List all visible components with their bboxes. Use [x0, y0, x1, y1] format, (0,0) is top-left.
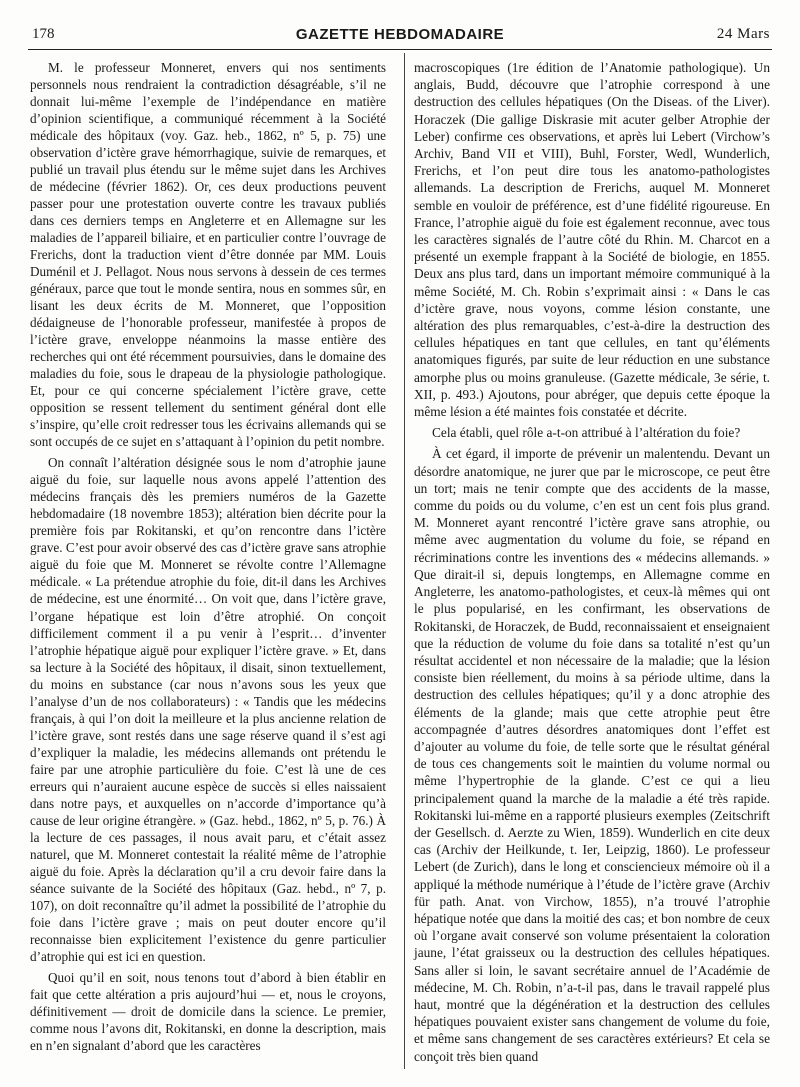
issue-date: 24 Mars: [716, 26, 770, 42]
right-column: [414, 59, 770, 1065]
paragraph-atrophie-jaune: On connaît l’altération désignée sous le nom d’atrophie jaune aiguë du foie, sur laquelle nous avons appelé l’attention des médecins français dès les premiers numéros de la Gazette hebdomadaire (18 novembre 1853); altération bien décrite pour la première fois par Rokitanski, et qu’on rencontre dans l’ictère grave. C’est pour avoir observé des cas d’ictère grave sans atrophie aiguë du foie que M. Monneret se révolte contre l’Allemagne médicale. « La prétendue atrophie du foie, dit-il dans les Archives de médecine, est une énormité… On voit que, dans l’ictère grave, l’organe hépatique est loin d’être atrophié. On conçoit difficilement comment il a pu venir à l’esprit… d’inventer l’atrophie hépatique aiguë pour expliquer l’ictère grave. » Et, dans sa lecture à la Société des hôpitaux, il disait, sinon textuellement, du moins en substance (car nous n’avons sous les yeux que l’analyse d’un de nos collaborateurs) : « Tandis que les médecins français, à qui l’on doit la meilleure et la plus ancienne relation de l’ictère grave, sont restés dans une sage réserve quand il s’est agi d’expliquer la maladie, les médecins allemands ont prétendu le faire par une atrophie particulière du foie. C’est là une de ces erreurs qui n’auraient aucune espèce de succès si elles naissaient dans notre pays, et auxquelles on n’accorde d’importance qu’à cause de leur origine étrangère. » (Gaz. hebd., 1862, nº 5, p. 76.) À la lecture de ces passages, il nous avait paru, et c’était assez naturel, que M. Monneret contestait la réalité même de l’atrophie aiguë du foie. Après la déclaration qu’il a cru devoir faire dans la séance suivante de la Société des hôpitaux (Gaz. hebd., nº 7, p. 107), on doit reconnaître qu’il admet la possibilité de l’atrophie du foie dans l’ictère grave ; mais on peut douter encore qu’il reconnaisse bien explicitement l’existence du genre particulier d’atrophie qui est ici en question.: [30, 455, 386, 964]
paragraph-malentendu: À cet égard, il importe de prévenir un malentendu. Devant un désordre anatomique, ne jurer que par le microscope, ce peut être un tort; mais ne tenir compte que des accidents de la masse, comme du poids ou du volume, c’en est un cent fois plus grand. M. Monneret ayant rencontré l’ictère grave sans atrophie, ou même avec augmentation du volume du foie, se répand en récriminations contre les inventions des « médecins allemands. » Que dirait-il si, depuis longtemps, en Allemagne comme en Angleterre, les anatomo-pathologistes, et ceux-là mêmes qui ont le plus popularisé, en les confirmant, les observations de Rokitanski, de Horaczek, de Budd, reconnaissaient et enseignaient que la réduction de volume du foie dans sa totalité n’est qu’un résultat accidentel et non nécessaire de la maladie; que la lésion consiste bien réellement, du moins à sa période ultime, dans la destruction des cellules hépatiques; qu’il y a donc atrophie des éléments de la glande; mais que cette atrophie peut être accompagnée d’autres désordres anatomiques dont l’effet est d’ajouter au volume du foie, de telle sorte que le résultat général de tous ces changements soit le maintien du volume normal ou même l’hypertrophie de la glande. C’est ce qui a lieu principalement quand la marche de la maladie a été très rapide. Rokitanski lui-même en a rapporté plusieurs exemples (Zeitschrift der Gesellsch. d. Aerzte zu Wien, 1859). Wunderlich en cite deux cas (Archiv der Heilkunde, t. Ier, Leipzig, 1860). Le professeur Lebert (de Zurich), dans le long et consciencieux mémoire où il a appliqué la méthode numérique à l’étude de l’ictère grave (Archiv für path. Anat. von Virchow, 1855), n’a trouvé l’atrophie hépatique notée que dans la moitié des cas; et bon nombre de ceux où l’organe avait conservé son volume présentaient la coloration jaune, l’état graisseux ou la destruction des cellules hépatiques. Sans aller si loin, le savant secrétaire annuel de l’Académie de médecine, M. Ch. Robin, n’a-t-il pas, dans le travail rappelé plus haut, montré que la dégénération et la destruction des cellules hépatiques pouvaient exister sans changement de volume du foie, et même sans changement de ses caractères extérieurs? Et cela se conçoit très bien quand: [414, 446, 770, 1064]
column-divider: [404, 53, 405, 1069]
journal-title: GAZETTE HEBDOMADAIRE: [295, 26, 505, 43]
page-number: 178: [32, 26, 55, 42]
paragraph-cela-etabli: Cela établi, quel rôle a-t-on attribué à l’altération du foie?: [432, 425, 741, 441]
left-column: [30, 59, 386, 1054]
header-rule: [28, 49, 772, 50]
running-head: [20, 26, 780, 46]
paragraph-rokitanski: Quoi qu’il en soit, nous tenons tout d’abord à bien établir en fait que cette altération a pris aujourd’hui — et, nous le croyons, définitivement — droit de domicile dans la science. Le premier, comme nous l’avons dit, Rokitanski, en donne la description, mais en n’en signalant d’abord que les caractères: [30, 969, 386, 1053]
paragraph-monneret-intro: M. le professeur Monneret, envers qui nos sentiments personnels nous rendraient la contradiction désagréable, s’il ne donnait lui-même l’exemple de l’indépendance en matière d’opinion scientifique, a communiqué récemment à la Société médicale des hôpitaux (voy. Gaz. heb., 1862, nº 5, p. 75) une observation d’ictère grave hémorrhagique, suivie de remarques, et publié un travail plus étendu sur le même sujet dans les Archives de médecine (février 1862). Or, ces deux productions peuvent passer pour une protestation ouverte contre les travaux publiés dans ces derniers temps en Angleterre et en Allemagne sur les maladies de l’appareil biliaire, et en particulier contre l’ouvrage de Frerichs, dont la traduction vient d’être donnée par MM. Louis Duménil et J. Pellagot. Nous nous servons à dessein de ces termes généraux, parce que tout le monde sentira, nous en sommes sûr, en lisant les deux écrits de M. Monneret, que l’opposition dédaigneuse de l’honorable professeur, manifestée à propos de l’ictère grave, enveloppe néanmoins la masse entière des recherches qui ont été récemment poursuivies, dans le domaine des maladies du foie, sous le drapeau de la physiologie pathologique. Et, pour ce qui concerne spécialement l’ictère grave, cette opposition se ressent tellement du sentiment général dont elle s’inspire, qu’elle croit redresser tous les écrivains allemands qui se sont occupés de ce sujet en s’attaquant à l’opinion du petit nombre.: [30, 60, 386, 450]
paragraph-macroscopiques: macroscopiques (1re édition de l’Anatomie pathologique). Un anglais, Budd, découvre que l’atrophie correspond à une destruction des cellules hépatiques (On the Diseas. of the Liver). Horaczek (Die gallige Diskrasie mit acuter gelber Atrophie der Leber) confirme ces observations, et après lui Lebert (Virchow’s Archiv, Band VII et VIII), Buhl, Forster, Wedl, Wunderlich, Frerichs, et l’on peut dire tous les anatomo-pathologistes allemands. La description de Frerichs, auquel M. Monneret semble en vouloir de préférence, est d’une fidélité rigoureuse. En France, l’atrophie aiguë du foie est également reconnue, avec tous les caractères signalés de l’autre côté du Rhin. M. Charcot en a présenté un exemple frappant à la Société de biologie, en 1855. Deux ans plus tard, dans un important mémoire communiqué à la même Société, M. Ch. Robin s’exprimait ainsi : « Dans le cas d’ictère grave, nous voyons, comme lésion constante, une altération des plus remarquables, c’est-à-dire la destruction des cellules hépatiques en tant que cellules, en tant qu’éléments anatomiques figurés, par suite de leur réduction en une substance amorphe plus ou moins granuleuse. (Gazette médicale, 3e série, t. XII, p. 493.) Ajoutons, pour abréger, que depuis cette époque la même lésion a été maintes fois constatée et décrite.: [414, 60, 770, 420]
